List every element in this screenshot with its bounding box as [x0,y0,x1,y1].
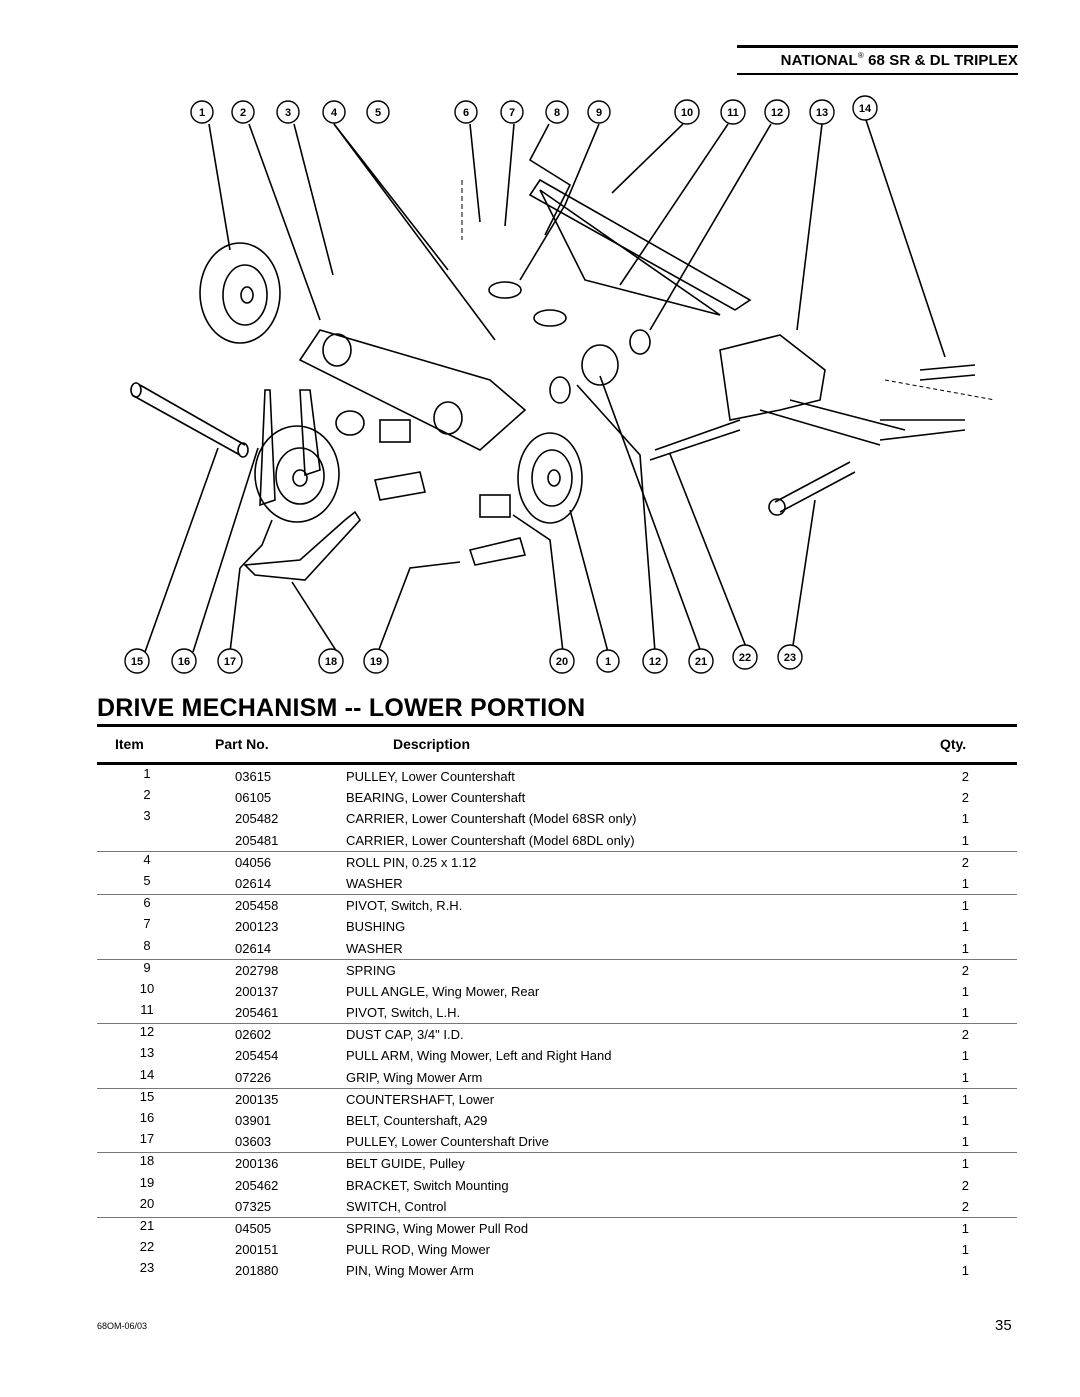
item-cell: 10 [139,980,155,996]
item-cell: 13 [139,1045,155,1061]
part-cell: 205462 [235,1177,279,1193]
table-row [97,960,1017,981]
item-cell: 12 [139,1024,155,1040]
table-row [97,1239,1017,1260]
callout-3 [277,101,299,123]
desc-cell: GRIP, Wing Mower Arm [346,1069,483,1085]
section-title: DRIVE MECHANISM -- LOWER PORTION [97,694,586,722]
qty-cell: 1 [961,1069,969,1085]
part-cell: 02602 [235,1027,272,1043]
header-rule [97,762,1017,765]
desc-cell: COUNTERSHAFT, Lower [346,1091,495,1107]
callout-12b [643,649,667,673]
qty-cell: 1 [961,1220,969,1236]
svg-text:12: 12 [770,107,784,119]
desc-cell: SPRING, Wing Mower Pull Rod [346,1220,529,1236]
desc-cell: WASHER [346,875,403,891]
item-cell: 3 [143,808,151,824]
callout-15 [125,649,149,673]
desc-cell: WASHER [346,940,403,956]
svg-text:2: 2 [239,107,247,119]
desc-cell: CARRIER, Lower Countershaft (Model 68SR only) [346,811,637,827]
column-header-part-no: Part No. [215,736,269,752]
callout-6 [455,101,477,123]
part-cell: 202798 [235,962,279,978]
part-cell: 205454 [235,1048,279,1064]
svg-text:17: 17 [223,656,237,668]
desc-cell: PULLEY, Lower Countershaft [346,769,515,784]
callout-9 [588,101,610,123]
callout-10 [675,100,699,124]
table-row [97,938,1017,960]
table-row [97,1153,1017,1174]
svg-text:11: 11 [727,107,739,119]
qty-cell: 1 [961,1091,969,1107]
item-cell: 1 [143,766,151,781]
svg-text:7: 7 [508,107,516,119]
item-cell: 21 [139,1217,155,1233]
qty-cell: 1 [961,898,969,914]
desc-cell: ROLL PIN, 0.25 x 1.12 [346,854,477,870]
part-cell: 04505 [235,1220,272,1236]
callout-7 [501,101,523,123]
callout-4 [323,101,345,123]
title-rule [97,724,1017,727]
table-row [97,1196,1017,1218]
exploded-parts-diagram [0,80,1080,680]
part-cell: 07325 [235,1198,272,1214]
svg-text:1: 1 [198,107,206,119]
callout-14 [853,96,877,120]
callout-18 [319,649,343,673]
qty-cell: 1 [961,1156,969,1172]
header-title [737,51,1018,69]
column-header-qty: Qty. [940,736,967,752]
table-row [97,830,1017,852]
table-row [97,1131,1017,1153]
item-cell: 6 [143,895,151,911]
svg-text:15: 15 [130,656,144,668]
part-cell: 03615 [235,769,272,784]
part-cell: 03603 [235,1134,272,1150]
desc-cell: PULL ARM, Wing Mower, Left and Right Hand [346,1048,612,1064]
item-cell: 4 [143,851,151,867]
svg-text:10: 10 [680,107,694,119]
item-cell: 19 [139,1174,155,1190]
callout-13 [810,100,834,124]
qty-cell: 1 [961,1048,969,1064]
table-row [97,1110,1017,1131]
callout-16 [172,649,196,673]
qty-cell: 1 [961,1242,969,1258]
qty-cell: 1 [961,832,969,848]
page-number: 35 [995,1317,1012,1334]
part-cell: 205482 [235,811,279,827]
table-row [97,808,1017,829]
header-rule-top [737,45,1018,48]
item-cell: 2 [143,787,151,803]
qty-cell: 1 [961,983,969,999]
part-cell: 205461 [235,1005,279,1021]
part-cell: 200136 [235,1156,279,1172]
svg-text:16: 16 [177,656,191,668]
table-row [97,852,1017,873]
qty-cell: 2 [961,1198,969,1214]
registered-mark: ® [857,51,864,60]
desc-cell: BELT GUIDE, Pulley [346,1156,465,1172]
part-cell: 200151 [235,1242,279,1258]
model-name: 68 SR & DL TRIPLEX [868,52,1018,69]
table-row [97,1260,1017,1281]
desc-cell: PIN, Wing Mower Arm [346,1263,474,1279]
svg-text:20: 20 [555,656,569,668]
svg-text:21: 21 [694,656,708,668]
callout-17 [218,649,242,673]
qty-cell: 2 [961,769,969,784]
qty-cell: 1 [961,811,969,827]
callout-1b [597,650,619,672]
svg-text:18: 18 [324,656,338,668]
callout-11 [721,100,745,124]
qty-cell: 2 [961,854,969,870]
callout-1 [191,101,213,123]
callout-22 [733,645,757,669]
svg-text:3: 3 [284,107,292,119]
part-cell: 200123 [235,919,279,935]
table-row [97,916,1017,937]
svg-text:8: 8 [553,107,561,119]
qty-cell: 1 [961,1005,969,1021]
brand-name: NATIONAL [780,52,858,69]
desc-cell: PULL ROD, Wing Mower [346,1242,490,1258]
desc-cell: PULL ANGLE, Wing Mower, Rear [346,983,540,999]
svg-text:6: 6 [462,107,470,119]
desc-cell: CARRIER, Lower Countershaft (Model 68DL only) [346,832,635,848]
part-cell: 02614 [235,875,272,891]
item-cell: 22 [139,1239,155,1255]
svg-text:13: 13 [815,107,829,119]
parts-table [97,766,1017,1282]
part-cell: 200137 [235,983,279,999]
callout-19 [364,649,388,673]
header-rule-bottom [737,73,1018,75]
desc-cell: PIVOT, Switch, R.H. [346,898,463,914]
desc-cell: SWITCH, Control [346,1198,447,1214]
qty-cell: 1 [961,1263,969,1279]
desc-cell: BUSHING [346,919,406,935]
part-cell: 205481 [235,832,279,848]
qty-cell: 1 [961,1134,969,1150]
table-row [97,1024,1017,1045]
item-cell: 8 [143,937,151,953]
footer-document-code: 68OM-06/03 [97,1321,148,1331]
item-cell: 16 [139,1110,155,1125]
column-header-item: Item [115,736,144,752]
qty-cell: 2 [961,1027,969,1043]
diagram-parts [131,180,995,580]
part-cell: 200135 [235,1091,279,1107]
callout-8 [546,101,568,123]
top-callouts [191,96,877,124]
svg-text:1: 1 [604,656,612,668]
svg-text:12: 12 [648,656,662,668]
desc-cell: BEARING, Lower Countershaft [346,790,526,806]
qty-cell: 1 [961,1113,969,1128]
svg-text:5: 5 [374,107,382,119]
table-row [97,981,1017,1002]
table-row [97,766,1017,787]
qty-cell: 1 [961,875,969,891]
item-cell: 17 [139,1131,155,1147]
part-cell: 205458 [235,898,279,914]
part-cell: 03901 [235,1113,272,1128]
callout-12 [765,100,789,124]
svg-text:4: 4 [330,107,338,119]
qty-cell: 1 [961,919,969,935]
item-cell: 20 [139,1195,155,1211]
qty-cell: 2 [961,1177,969,1193]
callout-21 [689,649,713,673]
qty-cell: 1 [961,940,969,956]
item-cell: 18 [139,1153,155,1169]
desc-cell: BRACKET, Switch Mounting [346,1177,509,1193]
desc-cell: SPRING [346,962,396,978]
table-row [97,1002,1017,1024]
table-row [97,787,1017,808]
part-cell: 04056 [235,854,272,870]
svg-text:9: 9 [595,107,603,119]
svg-text:23: 23 [783,652,797,664]
desc-cell: BELT, Countershaft, A29 [346,1113,488,1128]
column-header-description: Description [393,736,471,752]
item-cell: 9 [143,959,151,975]
table-row [97,1218,1017,1239]
item-cell: 23 [139,1260,155,1276]
table-row [97,895,1017,916]
part-cell: 02614 [235,940,272,956]
item-cell: 15 [139,1088,155,1104]
desc-cell: PIVOT, Switch, L.H. [346,1005,461,1021]
svg-text:19: 19 [369,656,383,668]
svg-text:14: 14 [858,103,872,115]
callout-2 [232,101,254,123]
table-row [97,1067,1017,1089]
item-cell: 5 [143,872,151,888]
part-cell: 07226 [235,1069,272,1085]
qty-cell: 2 [961,790,969,806]
bottom-callouts [125,645,802,673]
table-row [97,1175,1017,1196]
qty-cell: 2 [961,962,969,978]
part-cell: 201880 [235,1263,279,1279]
desc-cell: PULLEY, Lower Countershaft Drive [346,1134,549,1150]
item-cell: 7 [143,916,151,932]
table-row [97,1045,1017,1066]
item-cell: 14 [139,1066,155,1082]
callout-23 [778,645,802,669]
callout-5 [367,101,389,123]
desc-cell: DUST CAP, 3/4" I.D. [346,1027,464,1043]
part-cell: 06105 [235,790,272,806]
callout-20 [550,649,574,673]
item-cell: 11 [140,1002,154,1018]
table-row [97,873,1017,895]
svg-text:22: 22 [738,652,752,664]
table-row [97,1089,1017,1110]
